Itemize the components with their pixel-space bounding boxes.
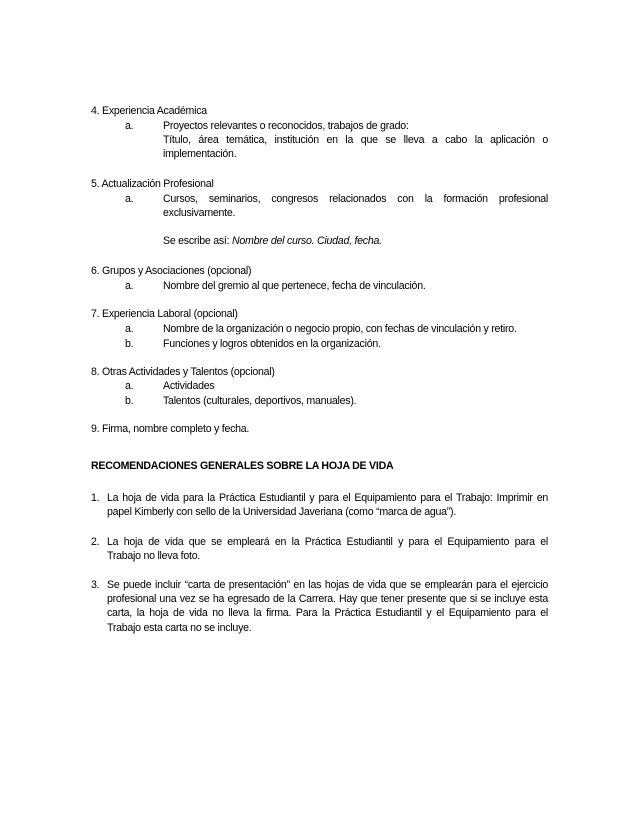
- section-8-item-b-marker: b.: [125, 395, 134, 407]
- recommendation-3-line-4: Trabajo esta carta no se incluye.: [107, 622, 252, 634]
- section-4-item-a-line-3: implementación.: [163, 148, 237, 160]
- section-7-item-a-text: Nombre de la organización o negocio propio, con fechas de vinculación y retiro.: [163, 323, 517, 335]
- section-4-item-a-line-1: Proyectos relevantes o reconocidos, trabajos de grado:: [163, 120, 409, 132]
- section-8-title: 8. Otras Actividades y Talentos (opcional): [91, 366, 275, 378]
- section-5-note-example: Nombre del curso. Ciudad, fecha.: [232, 235, 382, 247]
- section-6-title: 6. Grupos y Asociaciones (opcional): [91, 265, 252, 277]
- recommendation-1-marker: 1.: [91, 492, 100, 504]
- recommendation-2-line-2: Trabajo no lleva foto.: [107, 550, 201, 562]
- recommendation-2-line-1: La hoja de vida que se empleará en la Práctica Estudiantil y para el Equipamiento para el: [107, 536, 548, 548]
- section-9-title: 9. Firma, nombre completo y fecha.: [91, 423, 250, 435]
- section-4-title: 4. Experiencia Académica: [91, 105, 207, 117]
- section-7-title: 7. Experiencia Laboral (opcional): [91, 308, 238, 320]
- section-8-item-b-text: Talentos (culturales, deportivos, manuales).: [163, 395, 357, 407]
- section-4-item-a-marker: a.: [125, 120, 134, 132]
- section-7-item-a-marker: a.: [125, 323, 134, 335]
- recommendations-heading: RECOMENDACIONES GENERALES SOBRE LA HOJA DE VIDA: [91, 460, 394, 472]
- section-8-item-a-marker: a.: [125, 380, 134, 392]
- section-5-item-a-marker: a.: [125, 193, 134, 205]
- recommendation-1-line-2: papel Kimberly con sello de la Universidad Javeriana (como “marca de agua”).: [107, 506, 457, 518]
- section-5-note-prefix: Se escribe así:: [163, 235, 233, 247]
- recommendation-3-marker: 3.: [91, 579, 100, 591]
- section-6-item-a-marker: a.: [125, 280, 134, 292]
- section-5-note: [163, 234, 382, 248]
- recommendation-3-line-2: profesional una vez se ha egresado de la Carrera. Hay que tener presente que si se incluye esta: [107, 593, 548, 605]
- section-8-item-a-text: Actividades: [163, 380, 215, 392]
- recommendation-3-line-3: carta, la hoja de vida no lleva la firma. Para la Práctica Estudiantil y el Equipamiento para el: [107, 607, 548, 619]
- recommendation-3-line-1: Se puede incluir “carta de presentación” en las hojas de vida que se emplearán para el ejercicio: [107, 579, 548, 591]
- section-7-item-b-marker: b.: [125, 338, 134, 350]
- section-7-item-b-text: Funciones y logros obtenidos en la organización.: [163, 338, 381, 350]
- section-6-item-a-text: Nombre del gremio al que pertenece, fecha de vinculación.: [163, 280, 426, 292]
- section-4-item-a-line-2: Título, área temática, institución en la que se lleva a cabo la aplicación o: [163, 134, 548, 146]
- recommendation-2-marker: 2.: [91, 536, 100, 548]
- section-5-item-a-line-2: exclusivamente.: [163, 207, 236, 219]
- section-5-item-a-line-1: Cursos, seminarios, congresos relacionados con la formación profesional: [163, 193, 548, 205]
- section-5-title: 5. Actualización Profesional: [91, 178, 214, 190]
- recommendation-1-line-1: La hoja de vida para la Práctica Estudiantil y para el Equipamiento para el Trabajo: Imprimir en: [107, 492, 548, 504]
